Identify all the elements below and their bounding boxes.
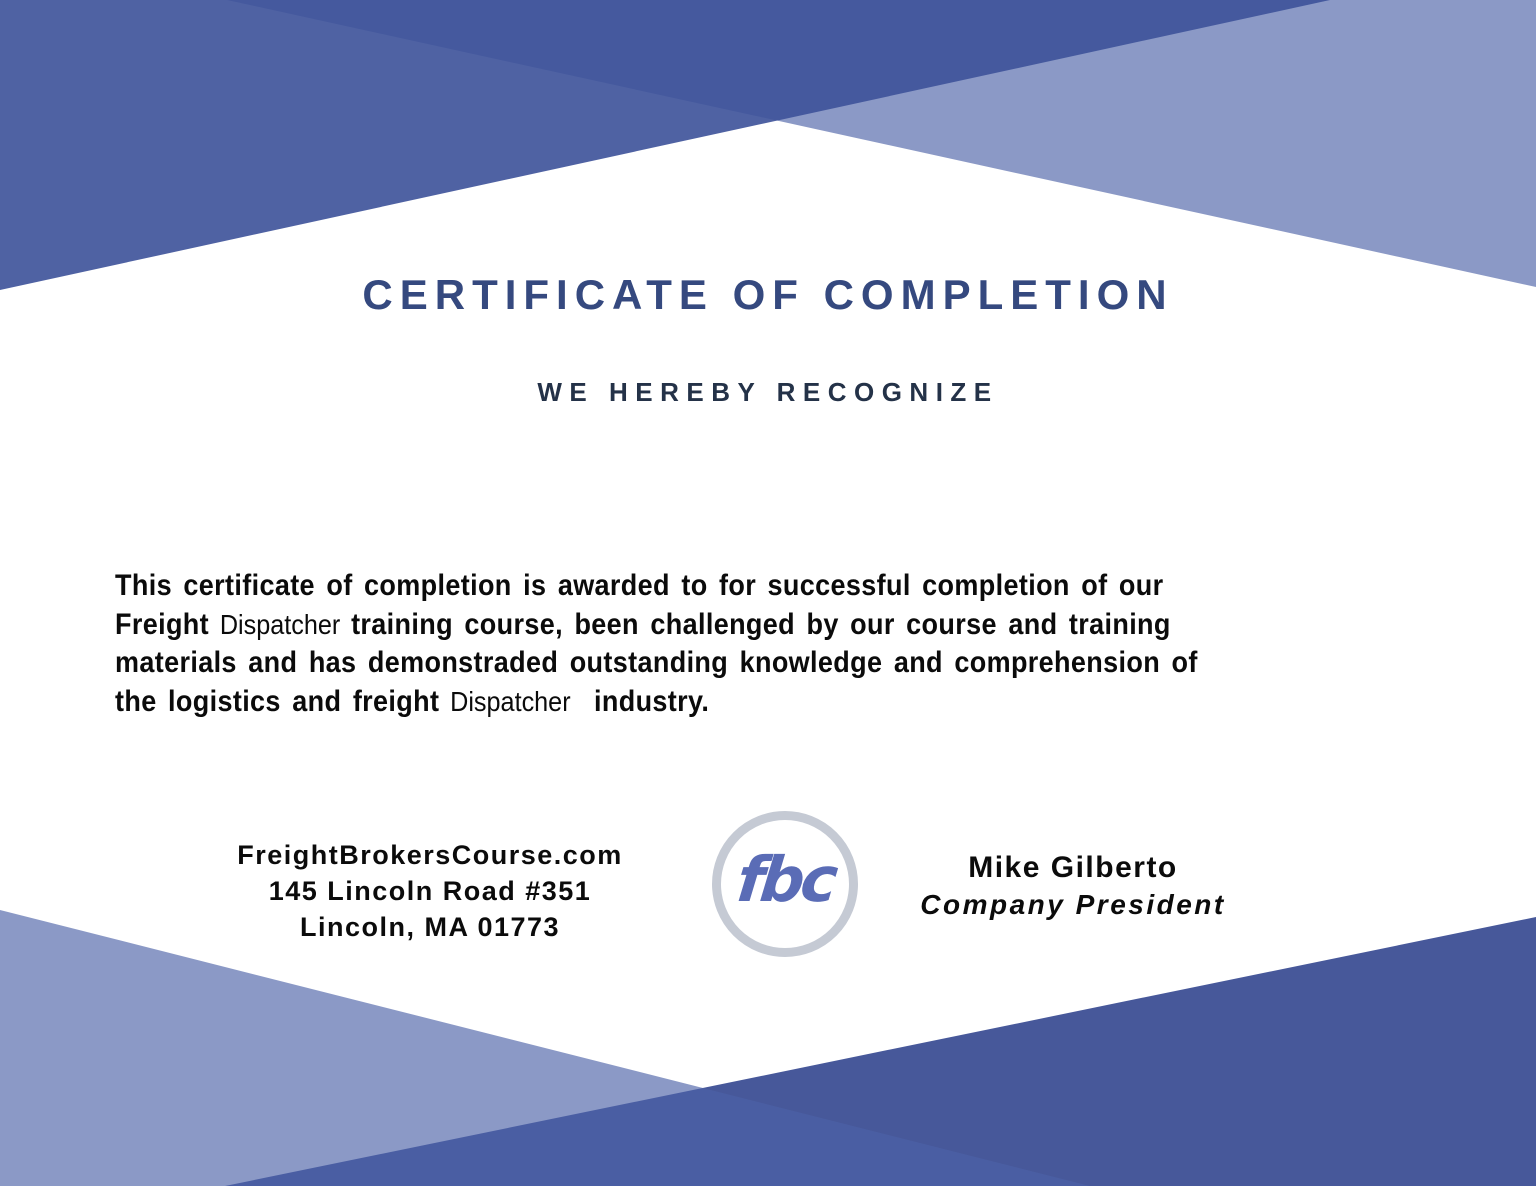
paragraph-line-1 xyxy=(115,569,1393,608)
certificate-title: CERTIFICATE OF COMPLETION xyxy=(362,271,1174,318)
course-type-placeholder: Dispatcher xyxy=(219,608,341,640)
recognition-subtitle: WE HEREBY RECOGNIZE xyxy=(537,377,999,407)
paragraph-line-3 xyxy=(115,646,1393,685)
paragraph-text: industry. xyxy=(593,684,710,718)
fbc-logo-text: fbc xyxy=(733,842,838,916)
company-address-block xyxy=(155,837,705,945)
paragraph-text: training course, been challenged by our course and training xyxy=(351,607,1171,641)
company-street-address: 145 Lincoln Road #351 xyxy=(268,876,592,906)
paragraph-text: materials and has demonstraded outstanding knowledge and comprehension of xyxy=(115,646,1198,679)
course-type-placeholder: Dispatcher xyxy=(450,685,571,717)
company-website: FreightBrokersCourse.com xyxy=(237,840,623,870)
paragraph-line-2 xyxy=(115,608,1393,647)
paragraph-text: This certificate of completion is awarded to for successful completion of our xyxy=(115,569,1164,602)
certificate-body-paragraph xyxy=(115,569,1393,723)
paragraph-text: Freight xyxy=(115,607,210,641)
paragraph-text: the logistics and freight xyxy=(115,684,440,718)
company-city-state-zip: Lincoln, MA 01773 xyxy=(299,912,561,942)
signatory-title: Company President xyxy=(920,889,1226,920)
signature-block xyxy=(873,851,1273,921)
signatory-name: Mike Gilberto xyxy=(968,851,1178,884)
fbc-logo xyxy=(712,811,858,957)
paragraph-line-4 xyxy=(115,685,1393,724)
